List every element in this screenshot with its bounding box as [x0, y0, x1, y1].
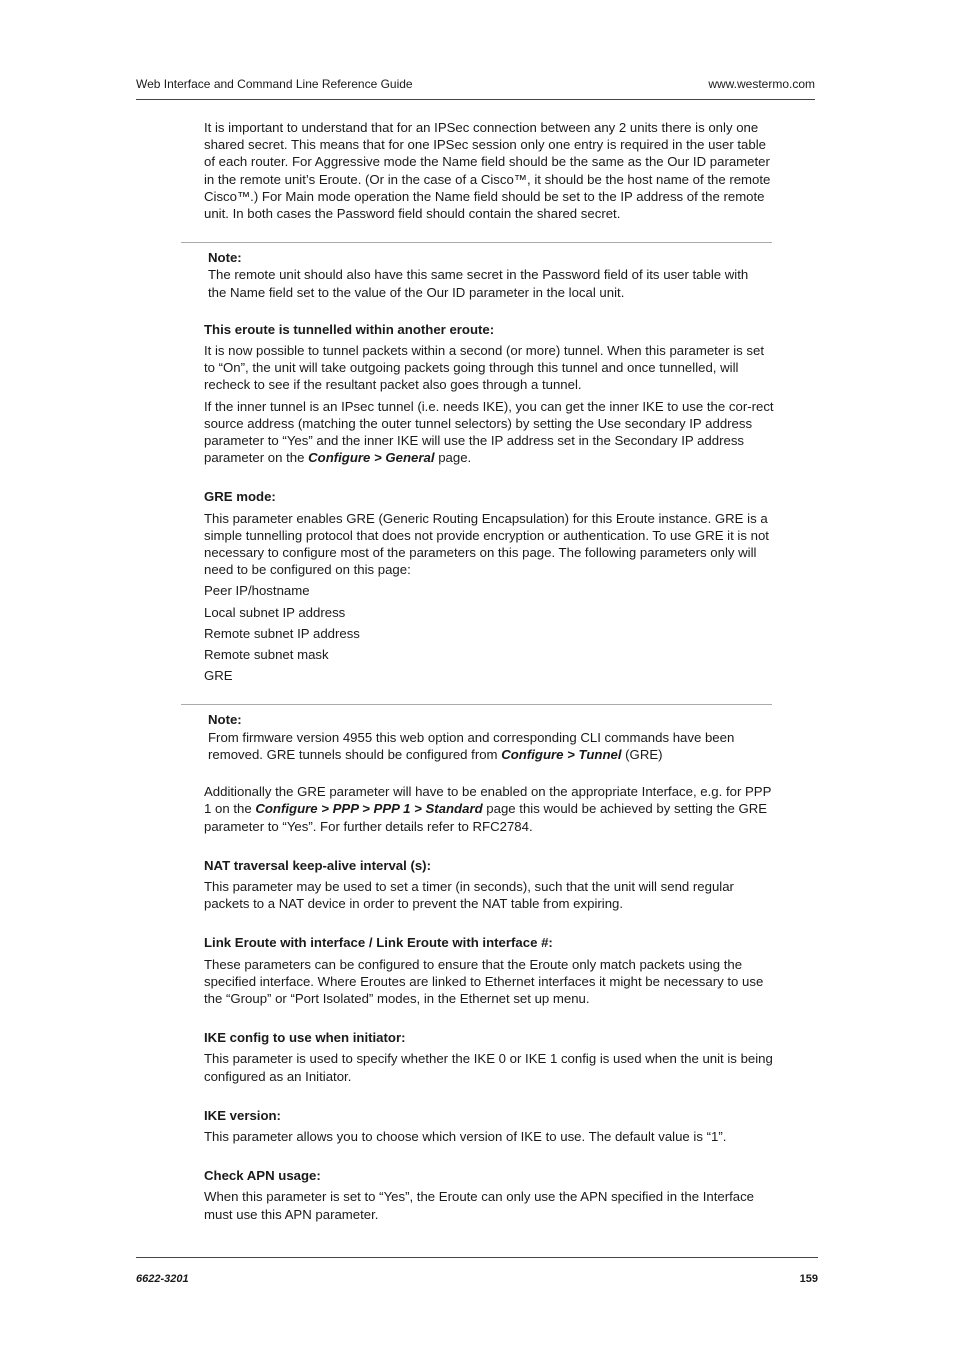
note-title: Note:: [208, 250, 242, 266]
note-title: Note:: [208, 712, 242, 728]
menu-path: Configure > PPP > PPP 1 > Standard: [255, 801, 483, 817]
tunnelled-heading: This eroute is tunnelled within another eroute:: [204, 321, 495, 337]
gre-heading: GRE mode:: [204, 489, 276, 505]
nat-heading: NAT traversal keep-alive interval (s):: [204, 857, 431, 873]
ike-version-heading: IKE version:: [204, 1107, 281, 1123]
note-box: [181, 704, 772, 763]
list-item: Peer IP/hostname: [204, 583, 310, 599]
ike-version-paragraph: This parameter allows you to choose which version of IKE to use. The default value is “1”.: [204, 1128, 727, 1144]
ike-config-paragraph: This parameter is used to specify whether the IKE 0 or IKE 1 config is used when the unit is being configured as an Initiator.: [204, 1051, 773, 1084]
link-heading: Link Eroute with interface / Link Eroute with interface #:: [204, 935, 553, 951]
note-body: The remote unit should also have this same secret in the Password field of its user table with the Name field set to the value of the Our ID parameter in the local unit.: [208, 267, 749, 300]
page-footer: [136, 1257, 818, 1285]
list-item: Remote subnet mask: [204, 647, 329, 663]
doc-number: 6622-3201: [136, 1273, 189, 1285]
tunnelled-paragraph-2: If the inner tunnel is an IPsec tunnel (i.e. needs IKE), you can get the inner IKE to use the cor-rect source address (matching the outer tunnel selectors) by setting the Use secondary IP address parameter to “Yes” and the inner IKE will use the IP address set in the Secondary IP address parameter on the Configure > General page.: [204, 398, 774, 466]
list-item: Remote subnet IP address: [204, 625, 360, 641]
page-content: [204, 119, 774, 1227]
gre-paragraph: This parameter enables GRE (Generic Routing Encapsulation) for this Eroute instance. GRE is a simple tunnelling protocol that does not provide encryption or authentication. To use GRE it is not necessary to configure most of the parameters on this page. The following parameters only will need to be configured on this page:: [204, 510, 769, 578]
list-item: Local subnet IP address: [204, 604, 346, 620]
intro-paragraph: It is important to understand that for an IPSec connection between any 2 units there is only one shared secret. This means that for one IPSec session only one entry is required in the user table of each router. For Aggressive mode the Name field should be the same as the Our ID parameter in the remote unit’s Eroute. (Or in the case of a Cisco™, it should be the host name of the remote Cisco™.) For Main mode operation the Name field should be set to the IP address of the remote unit. In both cases the Password field should contain the shared secret.: [204, 120, 771, 222]
page-header: [136, 75, 815, 100]
menu-path: Configure > General: [308, 450, 435, 466]
header-title: Web Interface and Command Line Reference Guide: [136, 77, 413, 91]
menu-path: Configure > Tunnel: [501, 746, 622, 762]
note-body: From firmware version 4955 this web option and corresponding CLI commands have been removed. GRE tunnels should be configured from Configure > Tunnel (GRE): [208, 729, 735, 762]
nat-paragraph: This parameter may be used to set a timer (in seconds), such that the unit will send regular packets to a NAT device in order to prevent the NAT table from expiring.: [204, 878, 734, 912]
page-number: 159: [799, 1273, 818, 1285]
list-item: GRE: [204, 668, 233, 684]
additional-paragraph: Additionally the GRE parameter will have to be enabled on the appropriate Interface, e.g. for PPP 1 on the Configure > PPP > PPP 1 > Standard page this would be achieved by setting the GRE parameter to “Yes”. For further details refer to RFC2784.: [204, 784, 772, 834]
apn-paragraph: When this parameter is set to “Yes”, the Eroute can only use the APN specified in the Interface must use this APN parameter.: [204, 1189, 755, 1222]
tunnelled-paragraph-1: It is now possible to tunnel packets within a second (or more) tunnel. When this parameter is set to “On”, the unit will take outgoing packets going through this tunnel and once tunnelled, will recheck to see if the resultant packet also goes through a tunnel.: [204, 343, 765, 393]
header-url: www.westermo.com: [708, 77, 815, 91]
apn-heading: Check APN usage:: [204, 1168, 321, 1184]
ike-config-heading: IKE config to use when initiator:: [204, 1030, 406, 1046]
note-box: [181, 242, 772, 301]
link-paragraph: These parameters can be configured to ensure that the Eroute only match packets using the specified interface. Where Eroutes are linked to Ethernet interfaces it might be necessary to use the “Group” or “Port Isolated” modes, in the Ethernet set up menu.: [204, 956, 764, 1006]
